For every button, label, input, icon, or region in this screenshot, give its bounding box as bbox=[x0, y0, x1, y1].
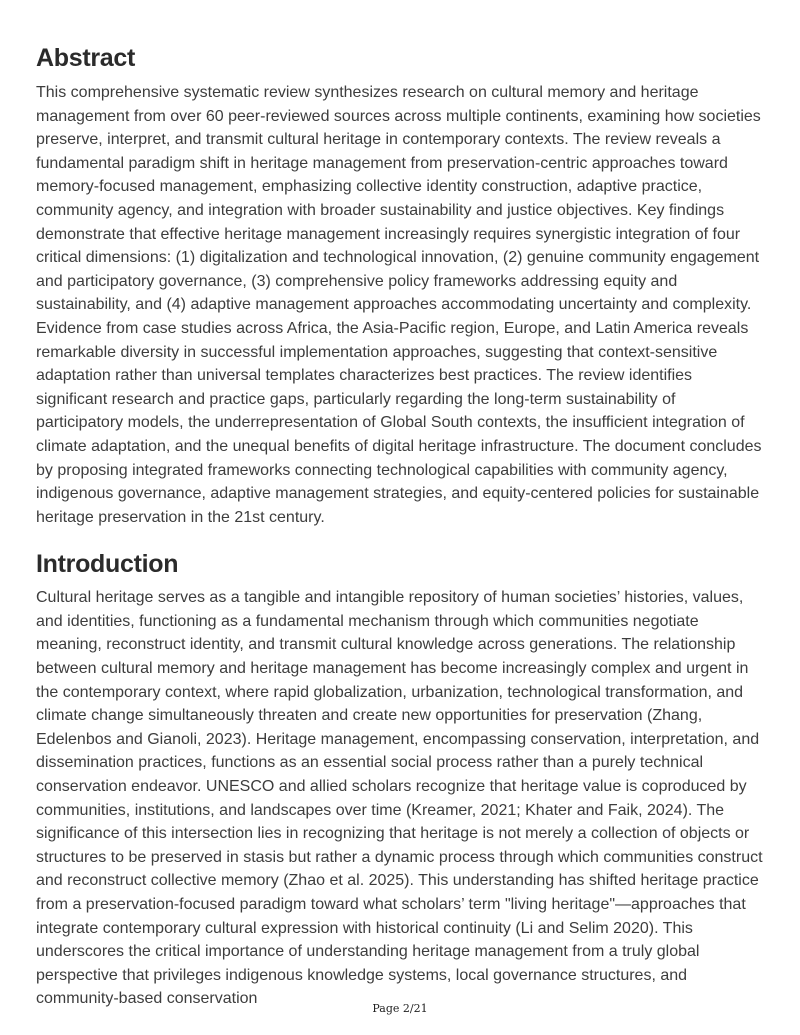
document-page bbox=[36, 42, 766, 1011]
abstract-paragraph: This comprehensive systematic review synthesizes research on cultural memory and heritage management from over 60 peer-reviewed sources across multiple continents, examining how societies preserve, interpret, and transmit cultural heritage in contemporary contexts. The review reveals a fundamental paradigm shift in heritage management from preservation-centric approaches toward memory-focused management, emphasizing collective identity construction, adaptive practice, community agency, and integration with broader sustainability and justice objectives. Key findings demonstrate that effective heritage management increasingly requires synergistic integration of four critical dimensions: (1) digitalization and technological innovation, (2) genuine community engagement and participatory governance, (3) comprehensive policy frameworks addressing equity and sustainability, and (4) adaptive management approaches accommodating uncertainty and complexity. Evidence from case studies across Africa, the Asia-Pacific region, Europe, and Latin America reveals remarkable diversity in successful implementation approaches, suggesting that context-sensitive adaptation rather than universal templates characterizes best practices. The review identifies significant research and practice gaps, particularly regarding the long-term sustainability of participatory models, the underrepresentation of Global South contexts, the insufficient integration of climate adaptation, and the unequal benefits of digital heritage infrastructure. The document concludes by proposing integrated frameworks connecting technological capabilities with community agency, indigenous governance, adaptive management strategies, and equity-centered policies for sustainable heritage preservation in the 21st century. bbox=[36, 84, 762, 526]
page-number: Page 2/21 bbox=[372, 1002, 428, 1015]
introduction-heading: Introduction bbox=[36, 550, 179, 579]
abstract-heading: Abstract bbox=[36, 44, 136, 72]
introduction-paragraph: Cultural heritage serves as a tangible and intangible repository of human societies’ histories, values, and identities, functioning as a fundamental mechanism through which communities negotiate meaning, reconstruct identity, and transmit cultural knowledge across generations. The relationship between cultural memory and heritage management has become increasingly complex and urgent in the contemporary context, where rapid globalization, urbanization, technological transformation, and climate change simultaneously threaten and create new opportunities for preservation (Zhang, Edelenbos and Gianoli, 2023). Heritage management, encompassing conservation, interpretation, and dissemination practices, functions as an essential social process rather than a purely technical conservation endeavor. UNESCO and allied scholars recognize that heritage value is coproduced by communities, institutions, and landscapes over time (Kreamer, 2021; Khater and Faik, 2024). The significance of this intersection lies in recognizing that heritage is not merely a collection of objects or structures to be preserved in stasis but rather a dynamic process through which communities construct and reconstruct collective memory (Zhao et al. 2025). This understanding has shifted heritage practice from a preservation-focused paradigm toward what scholars’ term "living heritage"—approaches that integrate contemporary cultural expression with historical continuity (Li and Selim 2020). This underscores the critical importance of understanding heritage management from a truly global perspective that privileges indigenous knowledge systems, local governance structures, and community-based conservation bbox=[36, 589, 763, 1008]
abstract-section bbox=[36, 42, 766, 529]
introduction-section bbox=[36, 548, 766, 1011]
